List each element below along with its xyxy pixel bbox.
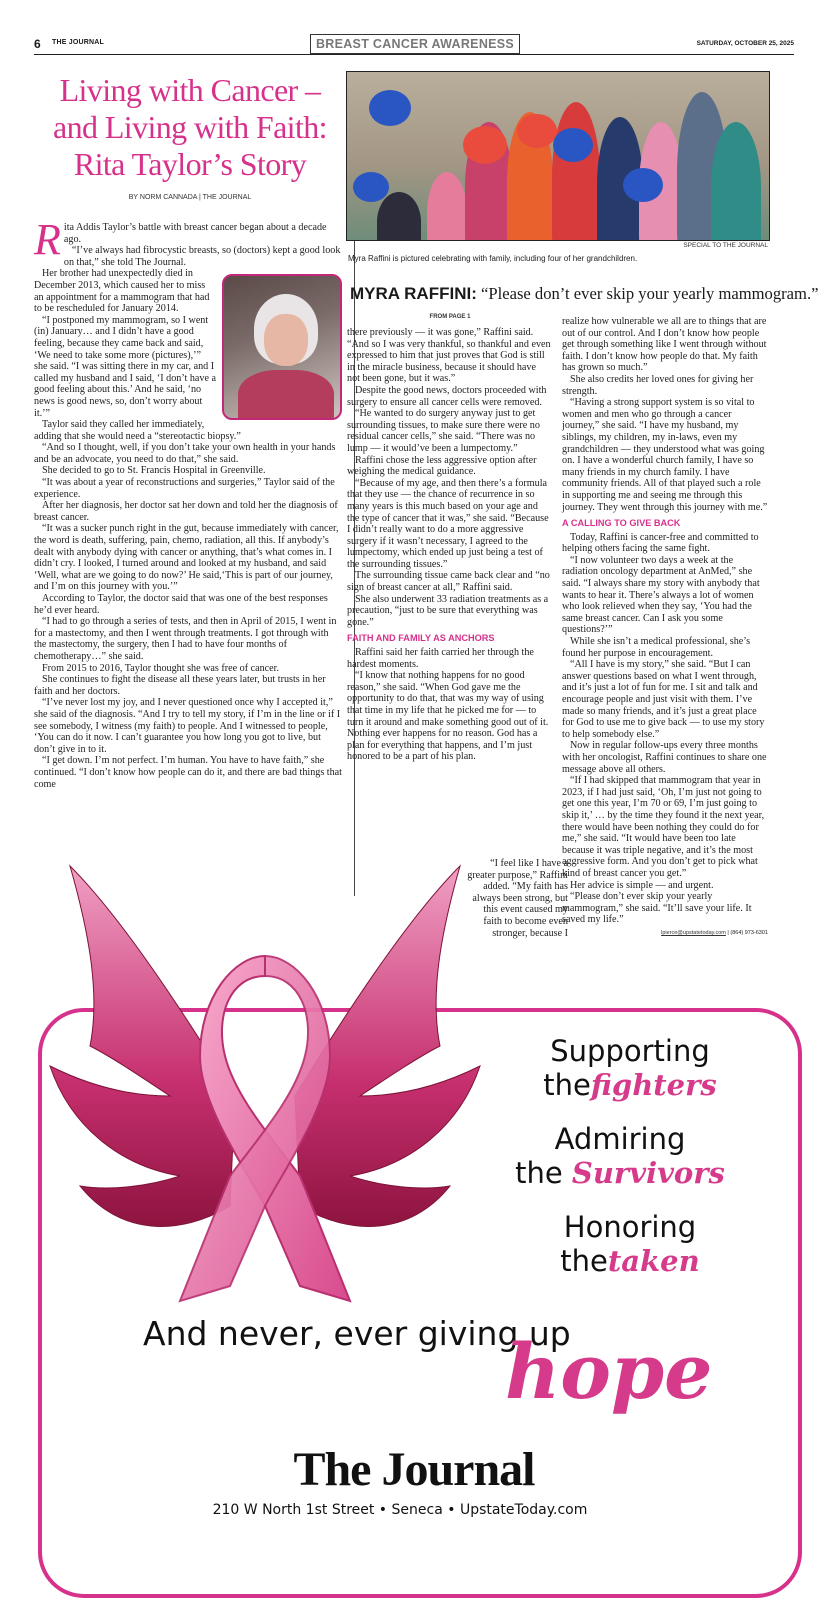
article-body-left <box>34 215 342 862</box>
article-paragraph: While she isn’t a medical professional, she’s found her purpose in encouragement. <box>562 636 751 659</box>
article-paragraph: there previously — it was gone,” Raffini said. “And so I was very thankful, so thankful and even expressed to him that just proves that God is still in the miracle business, because it should have not been gone, but it was.” <box>347 327 551 385</box>
article-paragraph: Rita Addis Taylor’s battle with breast cancer began about a decade ago. <box>34 215 327 264</box>
jump-label: FROM PAGE 1 <box>429 314 471 320</box>
article-paragraph: “I now volunteer two days a week at the radiation oncology department at AnMed,” she said. “I always share my story with anybody that wants to hear it. There’s always a lot of women who look relieved when they say, ‘You had the same breast cancer. Can I ask you some questions?’” <box>562 554 760 636</box>
article-paragraph: Despite the good news, doctors proceeded with surgery to ensure all cancer cells were removed. <box>347 384 547 408</box>
article-paragraph: From 2015 to 2016, Taylor thought she was free of cancer. <box>42 662 279 674</box>
article-paragraph: “I know that nothing happens for no good reason,” she said. “When God gave me the opportunity to do that, that was my way of using that time in my life that he picked me for — to turn it around and make something good out of it. Nothing ever happens for no reason. God has a plan for everything that happens, and I’m just honored to be a part of his plan. <box>347 670 549 763</box>
photo-credit: SPECIAL TO THE JOURNAL <box>683 242 768 249</box>
article-paragraph: After her diagnosis, her doctor sat her down and told her the diagnosis of breast cancer. <box>34 500 338 523</box>
section-subhead: FAITH AND FAMILY AS ANCHORS <box>347 633 495 644</box>
portrait-photo <box>222 274 342 420</box>
author-email: lpierce@upstatetoday.com <box>661 929 726 936</box>
article-paragraph: “I’ve never lost my joy, and I never questioned once why I accepted it,” she said of the diagnosis. “And I try to tell my story, if I’m in the line or if I see somebody, I witness (my faith) to people. And I witnessed to people, ‘You can do it now. I can’t guarantee you how long you got to live, but don’t give in to it. <box>34 697 341 755</box>
article-paragraph: realize how vulnerable we all are to things that are out of our control. And I don’t know how people get through something like I went through without faith. I don’t know how people do that. My faith has grown so much.” <box>562 316 767 374</box>
article-headline: Living with Cancer – and Living with Faith: Rita Taylor’s Story <box>53 72 327 182</box>
article-headline-right <box>350 284 819 304</box>
article-paragraph: She decided to go to St. Francis Hospital in Greenville. <box>42 465 266 477</box>
article-paragraph: “I had to go through a series of tests, and then in April of 2015, I went in for a mastectomy, and then I went through treatments. I got through with the mastectomy, the surgery, then I had to have four months of chemotherapy…” she said. <box>34 616 337 662</box>
issue-date: SATURDAY, OCTOBER 25, 2025 <box>696 40 794 47</box>
article-column-3 <box>562 316 768 996</box>
article-paragraph: “He wanted to do surgery anyway just to get surrounding tissues, to make sure there were no residual cancer cells,” she said. “There was no lump — it would’ve been a lumpectomy.” <box>347 408 540 454</box>
publication-name: THE JOURNAL <box>52 39 104 46</box>
article-paragraph: “If I had skipped that mammogram that year in 2023, if I had just said, ‘Oh, I’m just not going to get one this year, I’m 70 or 69, I’m just going to skip it,’ … by the time they found it the next year, there would have been nothing they could do for me,” she said. “It would have been too late because it was triple negative, and it’s the most aggressive form. And you don’t get to pick what kind of breast cancer you get.” <box>562 775 765 879</box>
article-paragraph: She also credits her loved ones for giving her strength. <box>562 373 754 397</box>
article-paragraph: “I postponed my mammogram, so I went (in) January… and I didn’t have a good feeling, because they came back and said, ‘We need to take some more (pictures),’” she said. “I was sitting there in my car, and I called my husband and I said, ‘I don’t have a good feeling about this.’ And he said, ‘no news is good news, so, don’t worry about it.’” <box>34 314 217 419</box>
article-paragraph: “I get down. I’m not perfect. I’m human. You have to have faith,” she continued. “I don’t know how people can do it, and there are bad things that come <box>34 755 342 790</box>
family-photo <box>346 71 770 241</box>
article-paragraph: Raffini said her faith carried her through the hardest moments. <box>347 647 534 670</box>
section-subhead: A CALLING TO GIVE BACK <box>562 518 681 529</box>
article-paragraph: “And so I thought, well, if you don’t take your own health in your hands and be an advocate, you need to do that,” she said. <box>34 442 336 465</box>
article-paragraph: “Because of my age, and then there’s a formula that they use — the chance of recurrence in so many years is this much based on your age and the type of cancer that it was,” she said. “Because I didn’t really want to do a more aggressive surgery if it wasn’t necessary, I agreed to the lumpectomy, which ended up just being a test of the surrounding tissues.” <box>347 477 549 570</box>
article-paragraph: “It was a sucker punch right in the gut, because immediately with cancer, the word is death, suffering, pain, chemo, radiation, all this. If anybody’s dealt with anybody dying with cancer or anything, that’s what comes in. I didn’t cry. I looked, I turned around and looked at my husband, and said ‘Well, what are we going to do now?’ He said,‘This is part of our journey, and I’m on this journey with you.’” <box>34 523 339 593</box>
slogan-admiring: Admiring the Survivors <box>515 1122 725 1190</box>
author-contact <box>562 928 768 940</box>
author-phone: | (864) 973-6301 <box>725 929 768 936</box>
drop-cap: R <box>34 215 61 264</box>
article-paragraph: “Having a strong support system is so vital to women and men who go through a cancer journey,” she said. “I have my husband, my siblings, my children, my in-laws, even my grandchildren — they understood what was going on. I have a wonderful church family, I have so many friends in my church family. I have community friends. All of that played such a role in supporting me and seeing me through this journey. They went through this journey with me.” <box>562 397 768 513</box>
article-paragraph: The surrounding tissue came back clear and “no sign of breast cancer at all,” Raffini said. <box>347 570 550 594</box>
article-paragraph: Now in regular follow-ups every three months with her oncologist, Raffini continues to share one message above all others. <box>562 740 767 775</box>
article-paragraph: She also underwent 33 radiation treatments as a precaution, “just to be sure that everything was gone.” <box>347 593 549 628</box>
article-paragraph: “Please don’t ever skip your yearly mammogram,” she said. “It’ll save your life. It saved my life.” <box>562 891 752 926</box>
slogan-supporting: Supporting thefighters <box>543 1034 717 1102</box>
page-header <box>34 36 794 55</box>
article-paragraph: According to Taylor, the doctor said that was one of the best responses he’d ever heard. <box>34 593 328 616</box>
article-paragraph: Today, Raffini is cancer-free and committed to helping others facing the same fight. <box>562 531 759 555</box>
article-paragraph: “All I have is my story,” she said. “But I can answer questions based on what I went through, and it’s just a lot of fun for me. I sit and talk and encourage people and just visit with them. I’ve made so many friends, and it’s just a great place for God to use me to give back — to use my story to help somebody else.” <box>562 659 765 740</box>
article-tail-text: “I feel like I have a greater purpose,” Raffini added. “My faith has always been strong, but this event caused my faith to become even stronger, because I <box>467 858 568 939</box>
slogan-hope: hope <box>505 1327 713 1416</box>
page-number: 6 <box>34 37 41 51</box>
slogan-honoring: Honoring thetaken <box>560 1210 700 1278</box>
subject-name: MYRA RAFFINI: <box>350 284 477 303</box>
article-paragraph: Her brother had unexpectedly died in December 2013, which caused her to miss an appointment for a mammogram that had to be rescheduled for January 2014. <box>34 268 210 315</box>
newspaper-masthead-logo: The Journal <box>293 1443 535 1496</box>
article-paragraph: She continues to fight the disease all these years later, but trusts in her faith and her doctors. <box>34 674 326 697</box>
article-column-2 <box>347 327 551 857</box>
newspaper-address: 210 W North 1st Street • Seneca • UpstateToday.com <box>212 1502 588 1518</box>
pull-quote: “Please don’t ever skip your yearly mammogram.” <box>476 284 819 303</box>
article-paragraph: “I’ve always had fibrocystic breasts, so (doctors) kept a good look on that,” she told The Journal. <box>63 245 341 268</box>
photo-caption: Myra Raffini is pictured celebrating with family, including four of her grandchildren. <box>348 254 638 263</box>
article-paragraph: Her advice is simple — and urgent. <box>570 879 714 891</box>
winged-ribbon-art <box>30 846 500 1308</box>
article-byline: BY NORM CANNADA | THE JOURNAL <box>128 194 252 201</box>
section-label: BREAST CANCER AWARENESS <box>310 34 520 54</box>
slogan-never-giving-up: And never, ever giving up <box>143 1314 571 1353</box>
article-paragraph: Raffini chose the less aggressive option after weighing the medical guidance. <box>347 454 537 478</box>
article-paragraph: Taylor said they called her immediately, adding that she would need a “stereotactic biopsy.” <box>34 419 241 442</box>
article-paragraph: “It was about a year of reconstructions and surgeries,” Taylor said of the experience. <box>34 477 335 500</box>
